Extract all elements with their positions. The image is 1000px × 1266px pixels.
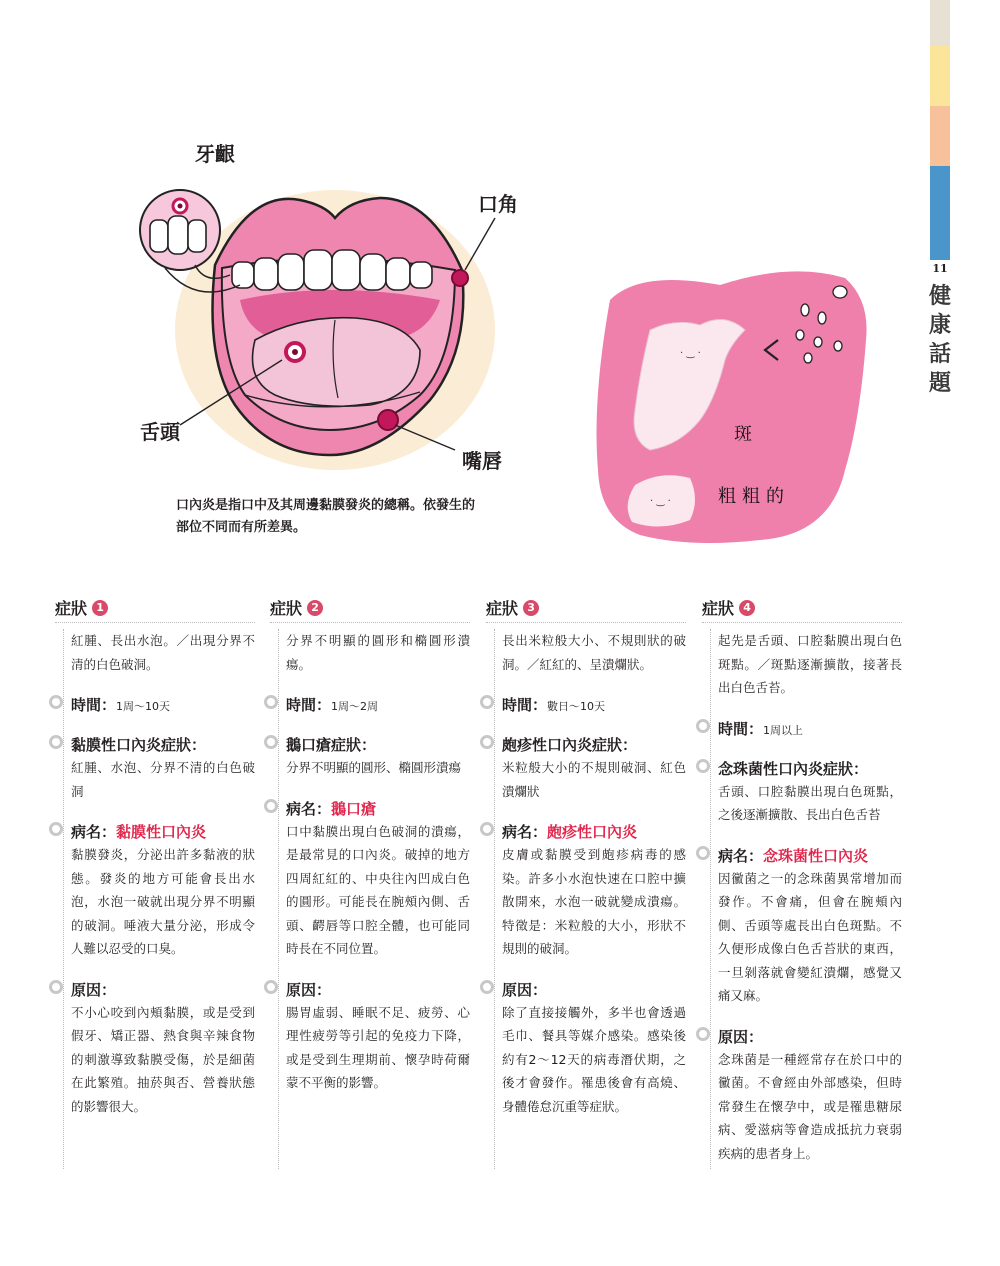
column-header — [702, 597, 902, 623]
symptom-block — [486, 629, 686, 676]
symptom-block — [702, 629, 902, 700]
cause-text: 不小心咬到內頰黏膜，或是受到假牙、矯正器、熱食與辛辣食物的刺激導致黏膜受傷，於是細菌在此繁殖。抽菸與否、營養狀態的影響很大。 — [71, 1004, 255, 1114]
circle-bullet-icon — [696, 759, 710, 773]
time-block — [702, 718, 902, 742]
cause-label: 原因： — [502, 980, 548, 999]
section-title — [928, 282, 952, 398]
circle-bullet-icon — [49, 735, 63, 749]
time-block — [486, 694, 686, 718]
type-text: 分界不明顯的圓形、橢圓形潰瘍 — [286, 760, 462, 775]
disease-name: 黏膜性口內炎 — [116, 823, 207, 841]
color-tab-yellow — [930, 46, 950, 106]
circle-bullet-icon — [696, 1027, 710, 1041]
name-block — [486, 821, 686, 961]
name-label: 病名： — [286, 799, 332, 818]
section-title-char: 康 — [928, 312, 951, 338]
name-text: 因黴菌之一的念珠菌異常增加而發作。不會痛，但會在腕頰內側、舌頭等處長出白色斑點。不久便形成像白色舌苔狀的東西，一旦剝落就會變紅潰爛，感覺又痛又麻。 — [718, 870, 902, 1003]
number-badge: 2 — [307, 600, 323, 616]
time-block — [55, 694, 255, 718]
circle-bullet-icon — [264, 799, 278, 813]
time-value: 數日～10天 — [547, 700, 606, 713]
type-label: 黏膜性口內炎症狀： — [71, 736, 207, 754]
cause-block — [486, 979, 686, 1119]
type-block — [486, 734, 686, 803]
circle-bullet-icon — [49, 822, 63, 836]
number-badge: 4 — [739, 600, 755, 616]
circle-bullet-icon — [480, 695, 494, 709]
column-header-text: 症狀 — [486, 599, 519, 618]
tongue-lesion-illustration — [0, 0, 900, 560]
symptom-block — [55, 629, 255, 676]
circle-bullet-icon — [49, 980, 63, 994]
symptom-block — [270, 629, 470, 676]
column-header — [486, 597, 686, 623]
column-header — [55, 597, 255, 623]
number-badge: 3 — [523, 600, 539, 616]
type-block — [55, 734, 255, 803]
symptom-text: 起先是舌頭、口腔黏膜出現白色斑點。／斑點逐漸擴散，接著長出白色舌苔。 — [718, 633, 902, 695]
cause-block — [55, 979, 255, 1119]
circle-bullet-icon — [264, 980, 278, 994]
name-label: 病名： — [502, 823, 548, 841]
illustration-caption: 口內炎是指口中及其周邊黏膜發炎的總稱。依發生的部位不同而有所差異。 — [176, 498, 476, 535]
disease-name: 鵝口瘡 — [331, 799, 377, 818]
label-mouth-corner: 口角 — [478, 192, 518, 216]
type-text: 米粒般大小的不規則破洞、紅色潰爛狀 — [502, 760, 686, 799]
cause-text: 除了直接接觸外，多半也會透過毛巾、餐具等媒介感染。感染後約有2～12天的病毒潛伏期，之後才會發作。罹患後會有高燒、身體倦怠沉重等症狀。 — [502, 1004, 686, 1114]
circle-bullet-icon — [696, 719, 710, 733]
time-label: 時間： — [718, 719, 764, 738]
color-tab-blue — [930, 166, 950, 260]
cause-label: 原因： — [718, 1027, 764, 1046]
symptom-text: 長出米粒般大小、不規則狀的破洞。／紅紅的、呈潰爛狀。 — [502, 633, 686, 672]
name-text: 黏膜發炎，分泌出許多黏液的狀態。發炎的地方可能會長出水泡，水泡一破就出現分界不明顯的破洞。唾液大量分泌，形成令人難以忍受的口臭。 — [71, 847, 255, 956]
symptom-text: 分界不明顯的圓形和橢圓形潰瘍。 — [286, 633, 470, 672]
color-tab-beige — [930, 0, 950, 46]
circle-bullet-icon — [49, 695, 63, 709]
name-text: 皮膚或黏膜受到皰疹病毒的感染。許多小水泡快速在口腔中擴散開來，水泡一破就變成潰瘍。特徵是：米粒般的大小，形狀不規則的破洞。 — [502, 847, 686, 956]
circle-bullet-icon — [696, 846, 710, 860]
time-value: 1周～2周 — [331, 700, 379, 713]
type-label: 皰疹性口內炎症狀： — [502, 736, 638, 754]
name-block — [270, 798, 470, 961]
time-label: 時間： — [502, 696, 548, 714]
time-block — [270, 694, 470, 718]
column-header-text: 症狀 — [270, 599, 303, 618]
time-value: 1周～10天 — [116, 700, 171, 713]
cause-label: 原因： — [286, 980, 332, 999]
circle-bullet-icon — [480, 980, 494, 994]
cause-text: 念珠菌是一種經常存在於口中的黴菌。不會經由外部感染，但時常發生在懷孕中，或是罹患糖尿病、愛滋病等會造成抵抗力衰弱疾病的患者身上。 — [718, 1051, 902, 1161]
name-block — [702, 845, 902, 1008]
type-text: 舌頭、口腔黏膜出現白色斑點，之後逐漸擴散、長出白色舌苔 — [718, 783, 902, 822]
time-label: 時間： — [71, 696, 117, 714]
time-label: 時間： — [286, 696, 332, 714]
name-label: 病名： — [718, 846, 764, 865]
svg-text:· ‿ ·: · ‿ · — [680, 348, 701, 359]
cause-block — [702, 1026, 902, 1166]
color-tab-peach — [930, 106, 950, 166]
label-gums: 牙齦 — [195, 142, 235, 166]
symptom-column-4 — [702, 597, 902, 1165]
type-block — [702, 758, 902, 827]
cause-text: 腸胃虛弱、睡眠不足、疲勞、心理性疲勞等引起的免疫力下降，或是受到生理期前、懷孕時荷爾蒙不平衡的影響。 — [286, 1004, 470, 1090]
type-block — [270, 734, 470, 780]
page-number: 11 — [932, 262, 948, 275]
symptom-column-2 — [270, 597, 470, 1095]
number-badge: 1 — [92, 600, 108, 616]
cause-label: 原因： — [71, 980, 117, 999]
column-header-text: 症狀 — [702, 599, 735, 618]
column-header-text: 症狀 — [55, 599, 88, 618]
svg-text:· ‿ ·: · ‿ · — [650, 496, 671, 507]
type-label: 鵝口瘡症狀： — [286, 736, 377, 754]
circle-bullet-icon — [264, 695, 278, 709]
label-lips: 嘴唇 — [462, 449, 502, 473]
type-text: 紅腫、水泡、分界不清的白色破洞 — [71, 760, 255, 799]
section-title-char: 題 — [928, 370, 951, 396]
section-title-char: 健 — [928, 283, 951, 309]
hand-text-rough: 粗粗的 — [718, 486, 790, 507]
hand-text-spot: 斑 — [734, 424, 758, 445]
disease-name: 皰疹性口內炎 — [547, 823, 638, 841]
time-value: 1周以上 — [763, 723, 804, 737]
label-tongue: 舌頭 — [140, 420, 180, 444]
name-label: 病名： — [71, 823, 117, 841]
column-header — [270, 597, 470, 623]
name-text: 口中黏膜出現白色破洞的潰瘍，是最常見的口內炎。破掉的地方四周紅紅的、中央往內凹成白色的圓形。可能長在腕頰內側、舌頭、齶唇等口腔全體，也可能同時長在不同位置。 — [286, 823, 470, 956]
cause-block — [270, 979, 470, 1095]
circle-bullet-icon — [480, 735, 494, 749]
symptom-column-1 — [55, 597, 255, 1118]
disease-name: 念珠菌性口內炎 — [763, 846, 869, 865]
type-label: 念珠菌性口內炎症狀： — [718, 759, 869, 778]
circle-bullet-icon — [264, 735, 278, 749]
circle-bullet-icon — [480, 822, 494, 836]
section-title-char: 話 — [928, 341, 951, 367]
symptom-column-3 — [486, 597, 686, 1118]
symptom-text: 紅腫、長出水泡。／出現分界不清的白色破洞。 — [71, 633, 255, 672]
name-block — [55, 821, 255, 961]
